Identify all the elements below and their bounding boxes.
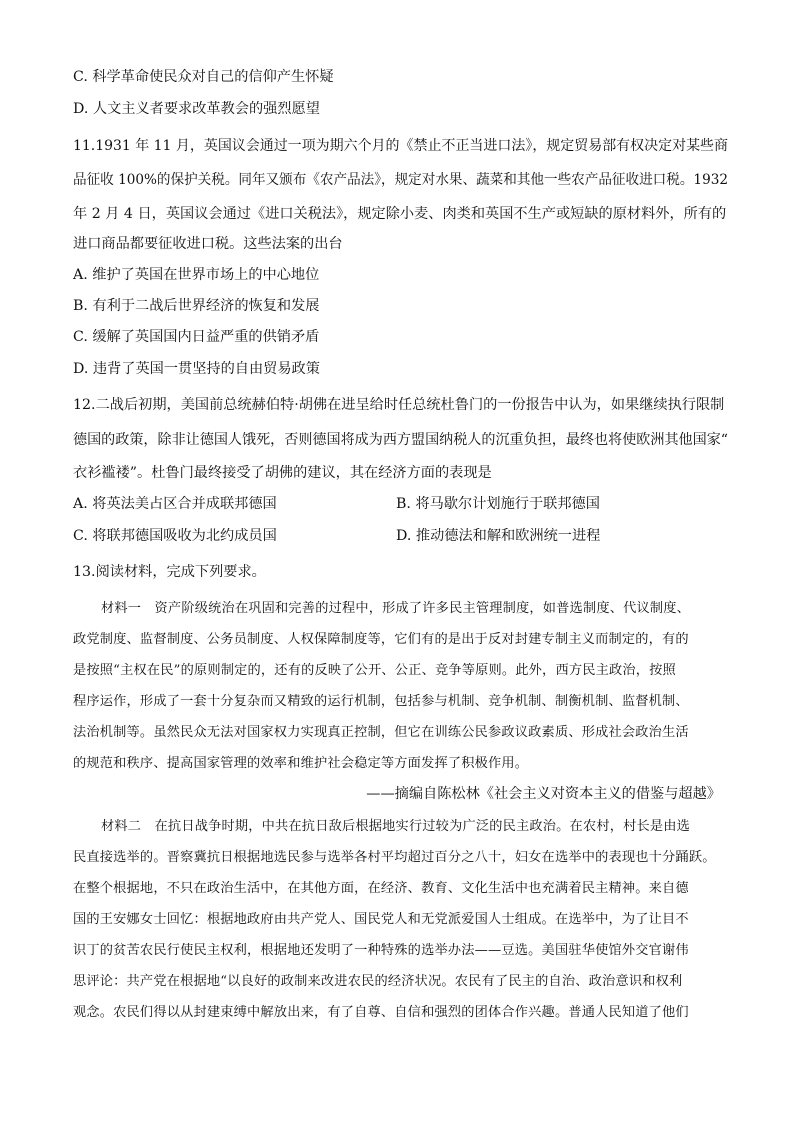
q11-stem-line-3: 年 2 月 4 日，英国议会通过《进口关税法》，规定除小麦、肉类和英国不生产或短缺的原材料外，所有的	[73, 206, 727, 222]
q12-stem-line-2: 德国的政策，除非让德国人饿死，否则德国将成为西方盟国纳税人的沉重负担，最终也将使欧洲其他国家“	[73, 432, 729, 448]
material-two-line: 国的王安娜女士回忆：根据地政府由共产党人、国民党人和无党派爱国人士组成。在选举中，为了让目不	[73, 912, 689, 927]
material-two-line: 观念。农民们得以从封建束缚中解放出来，有了自尊、自信和强烈的团体合作兴趣。普通人民知道了他们	[73, 1005, 689, 1020]
q12-option-c: C. 将联邦德国吸收为北约成员国	[73, 528, 277, 544]
q12-stem-line-1: 12.二战后初期，美国前总统赫伯特·胡佛在进呈给时任总统杜鲁门的一份报告中认为，如果继续执行限制	[73, 397, 725, 413]
material-two-line: 材料二 在抗日战争时期，中共在抗日敌后根据地实行过较为广泛的民主政治。在农村，村长是由选	[101, 819, 691, 834]
material-one-source: ——摘编自陈松林《社会主义对资本主义的借鉴与超越》	[366, 786, 721, 802]
q11-option-c: C. 缓解了英国国内日益严重的供销矛盾	[73, 329, 320, 345]
material-one-line: 是按照“主权在民”的原则制定的，还有的反映了公开、公正、竞争等原则。此外，西方民主政治，按照	[73, 663, 676, 678]
q11-stem-line-1: 11.1931 年 11 月，英国议会通过一项为期六个月的《禁止不正当进口法》，规定贸易部有权决定对某些商	[73, 138, 729, 154]
material-two-line: 在整个根据地，不只在政治生活中，在其他方面，在经济、教育、文化生活中也充满着民主精神。来自德	[73, 881, 689, 896]
material-one-line: 的规范和秩序、提高国家管理的效率和维护社会稳定等方面发挥了积极作用。	[73, 756, 529, 771]
q10-option-c: C. 科学革命使民众对自己的信仰产生怀疑	[73, 69, 334, 85]
q11-stem-line-4: 进口商品都要征收进口税。这些法案的出台	[73, 236, 343, 252]
q12-option-d: D. 推动德法和解和欧洲统一进程	[396, 528, 601, 544]
material-one-line: 政党制度、监督制度、公务员制度、人权保障制度等，它们有的是出于反对封建专制主义而制定的，有的	[73, 632, 689, 647]
q11-option-b: B. 有利于二战后世界经济的恢复和发展	[73, 298, 320, 314]
material-one-line: 程序运作，形成了一套十分复杂而又精致的运行机制，包括参与机制、竞争机制、制衡机制、监督机制、	[73, 694, 689, 709]
material-two-line: 思评论：共产党在根据地“以良好的政制来改进农民的经济状况。农民有了民主的自治、政治意识和权利	[73, 974, 683, 989]
q12-option-a: A. 将英法美占区合并成联邦德国	[73, 496, 277, 512]
q12-stem-line-3: 衣衫褴褛”。杜鲁门最终接受了胡佛的建议，其在经济方面的表现是	[73, 465, 492, 481]
material-two-line: 民直接选举的。晋察冀抗日根据地选民参与选举各村平均超过百分之八十，妇女在选举中的表现也十分踊跃。	[73, 850, 716, 865]
q11-option-a: A. 维护了英国在世界市场上的中心地位	[73, 267, 320, 283]
material-two-line: 识丁的贫苦农民行使民主权利，根据地还发明了一种特殊的选举办法——豆选。美国驻华使馆外交官谢伟	[73, 943, 689, 958]
q10-option-d: D. 人文主义者要求改革教会的强烈愿望	[73, 101, 320, 117]
q11-option-d: D. 违背了英国一贯坚持的自由贸易政策	[73, 361, 320, 377]
material-one-line: 法治机制等。虽然民众无法对国家权力实现真正控制，但它在训练公民参政议政素质、形成社会政治生活	[73, 725, 689, 740]
q12-option-b: B. 将马歇尔计划施行于联邦德国	[396, 496, 600, 512]
material-one-line: 材料一 资产阶级统治在巩固和完善的过程中，形成了许多民主管理制度，如普选制度、代议制度、	[101, 601, 691, 616]
q11-stem-line-2: 品征收 100%的保护关税。同年又颁布《农产品法》，规定对水果、蔬菜和其他一些农产品征收进口税。1932	[73, 172, 729, 188]
q13-stem: 13.阅读材料，完成下列要求。	[73, 564, 266, 580]
